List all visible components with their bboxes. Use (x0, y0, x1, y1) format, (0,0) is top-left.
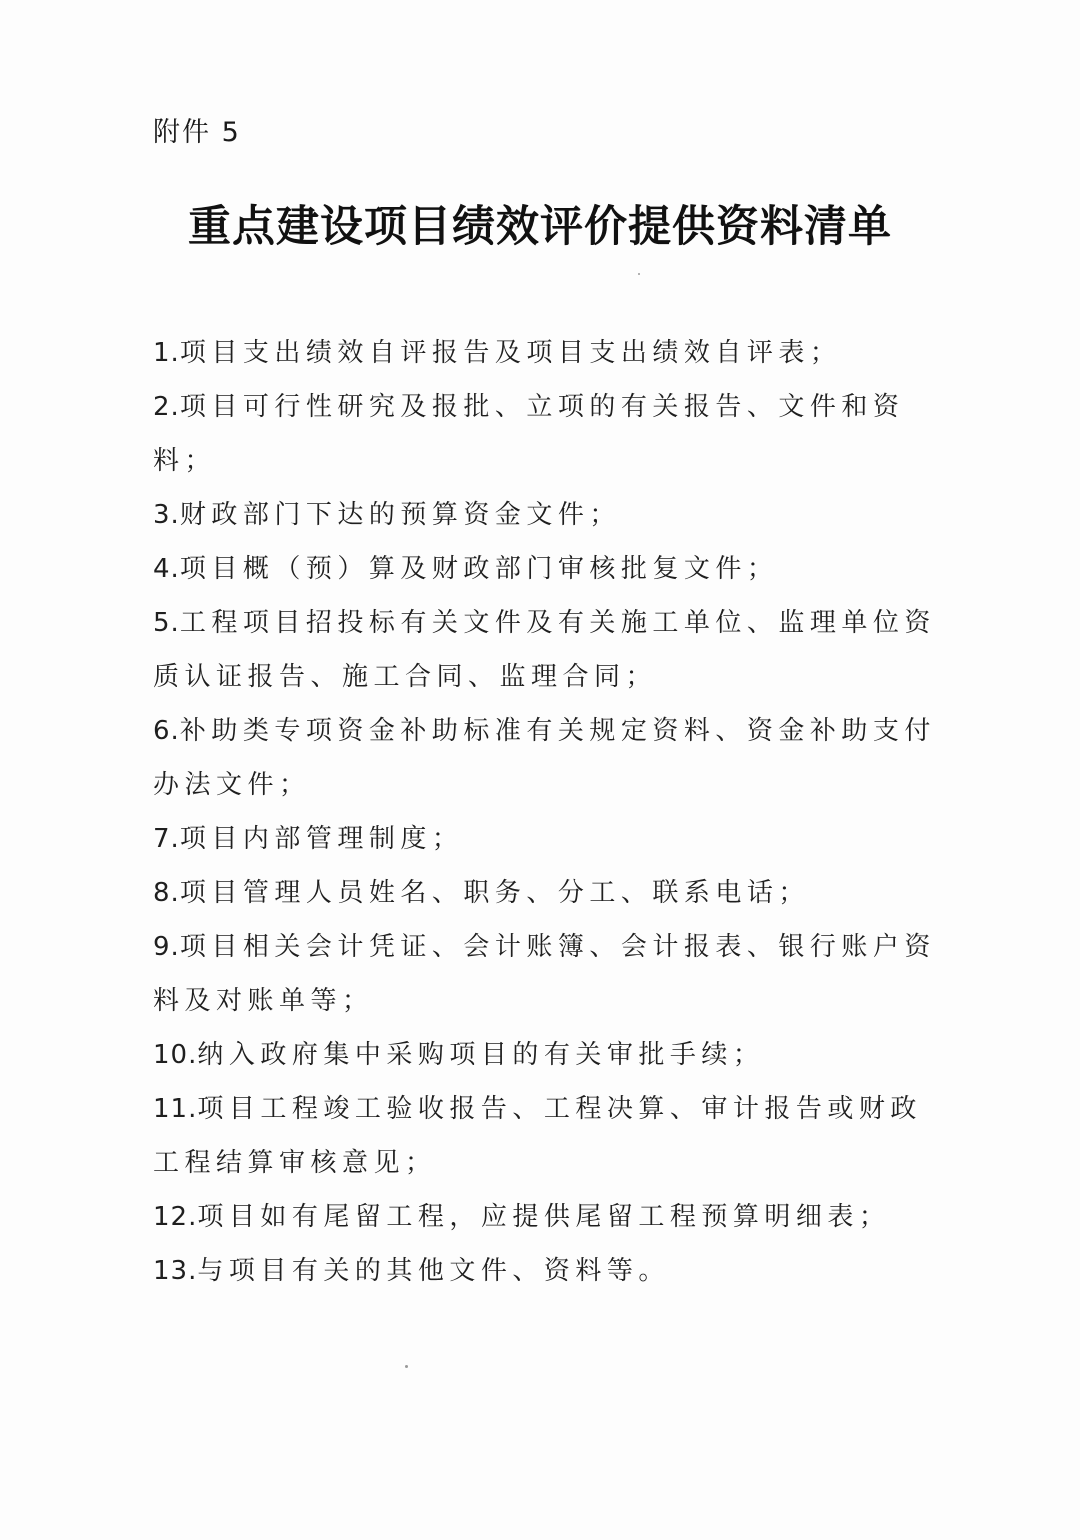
item-number: 6. (153, 716, 180, 746)
item-number: 2. (153, 392, 180, 422)
document-title: 重点建设项目绩效评价提供资料清单 (188, 202, 892, 252)
item-text: 与项目有关的其他文件、资料等。 (197, 1256, 670, 1286)
item-text: 项目如有尾留工程，应提供尾留工程预算明细表； (197, 1202, 891, 1232)
item-text: 项目支出绩效自评报告及项目支出绩效自评表； (179, 338, 842, 368)
list-item (153, 1190, 943, 1244)
item-text: 工程项目招投标有关文件及有关施工单位、监理单位资质认证报告、施工合同、监理合同； (153, 608, 936, 692)
item-text: 纳入政府集中采购项目的有关审批手续； (197, 1040, 765, 1070)
list-item (153, 1082, 943, 1190)
list-item (153, 380, 943, 488)
scan-speck (638, 273, 640, 275)
item-number: 12. (153, 1202, 198, 1232)
item-text: 财政部门下达的预算资金文件； (179, 500, 621, 530)
list-item (153, 1028, 943, 1082)
item-number: 3. (153, 500, 180, 530)
item-number: 9. (153, 932, 180, 962)
item-number: 5. (153, 608, 180, 638)
scan-speck (405, 1365, 408, 1368)
item-text: 项目可行性研究及报批、立项的有关报告、文件和资料； (153, 392, 905, 476)
item-number: 13. (153, 1256, 198, 1286)
list-item (153, 866, 943, 920)
item-number: 7. (153, 824, 180, 854)
attachment-label: 附件 5 (153, 117, 241, 148)
item-number: 1. (153, 338, 180, 368)
list-item (153, 1244, 943, 1298)
item-number: 11. (153, 1094, 198, 1124)
materials-list (153, 326, 943, 1298)
item-text: 补助类专项资金补助标准有关规定资料、资金补助支付办法文件； (153, 716, 936, 800)
list-item (153, 812, 943, 866)
item-number: 8. (153, 878, 180, 908)
item-text: 项目管理人员姓名、职务、分工、联系电话； (179, 878, 810, 908)
list-item (153, 542, 943, 596)
item-number: 4. (153, 554, 180, 584)
item-number: 10. (153, 1040, 198, 1070)
list-item (153, 704, 943, 812)
list-item (153, 326, 943, 380)
item-text: 项目工程竣工验收报告、工程决算、审计报告或财政工程结算审核意见； (153, 1094, 922, 1178)
item-text: 项目概（预）算及财政部门审核批复文件； (179, 554, 779, 584)
item-text: 项目内部管理制度； (179, 824, 464, 854)
list-item (153, 920, 943, 1028)
list-item (153, 596, 943, 704)
list-item (153, 488, 943, 542)
item-text: 项目相关会计凭证、会计账簿、会计报表、银行账户资料及对账单等； (153, 932, 936, 1016)
